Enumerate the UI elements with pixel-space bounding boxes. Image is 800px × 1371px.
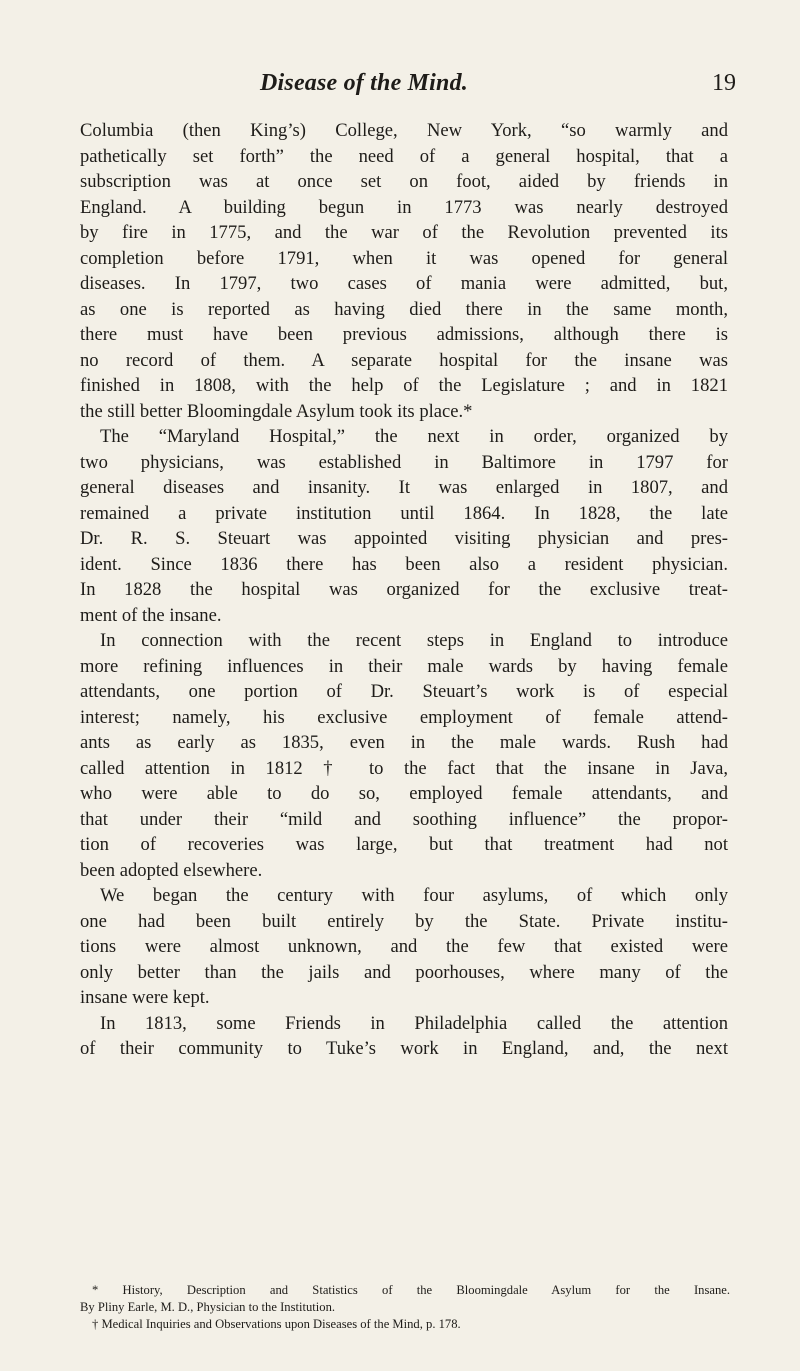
text-line: general diseases and insanity. It was enlarged in 1807, and	[80, 477, 728, 498]
text-line: who were able to do so, employed female attendants, and	[80, 783, 728, 804]
text-line: interest; namely, his exclusive employment of female attend-	[80, 706, 728, 728]
text-line: ants as early as 1835, even in the male wards. Rush had	[80, 732, 728, 753]
text-line: ident. Since 1836 there has been also a resident physician.	[80, 553, 728, 575]
footnote-line: * History, Description and Statistics of the Bloomingdale Asylum for the Insane.	[92, 1283, 730, 1297]
text-line: England. A building begun in 1773 was nearly destroyed	[80, 196, 728, 218]
text-line: The “Maryland Hospital,” the next in order, organized by	[100, 426, 728, 447]
text-line: In 1813, some Friends in Philadelphia called the attention	[100, 1012, 728, 1034]
footnotes	[80, 1282, 730, 1333]
text-line: two physicians, was established in Baltimore in 1797 for	[80, 451, 728, 473]
text-line: there must have been previous admissions, although there is	[80, 324, 728, 345]
text-line: called attention in 1812 † to the fact that the insane in Java,	[80, 757, 728, 779]
text-line: attendants, one portion of Dr. Steuart’s work is of especial	[80, 681, 728, 702]
footnote-line: By Pliny Earle, M. D., Physician to the Institution.	[80, 1300, 336, 1314]
text-line: no record of them. A separate hospital for the insane was	[80, 349, 728, 371]
page-number: 19	[712, 70, 736, 96]
text-line: ment of the insane.	[80, 604, 222, 626]
text-line: Dr. R. S. Steuart was appointed visiting physician and pres-	[80, 528, 728, 549]
body-text	[80, 118, 728, 1062]
text-line: pathetically set forth” the need of a general hospital, that a	[80, 145, 728, 167]
text-line: been adopted elsewhere.	[80, 859, 263, 881]
text-line: diseases. In 1797, two cases of mania were admitted, but,	[80, 273, 728, 294]
running-title: Disease of the Mind.	[260, 70, 468, 96]
text-line: more refining influences in their male wards by having female	[80, 655, 728, 677]
text-line: In 1828 the hospital was organized for the exclusive treat-	[80, 579, 728, 600]
text-line: tion of recoveries was large, but that treatment had not	[80, 834, 728, 855]
page-header	[0, 70, 800, 106]
footnote-line: † Medical Inquiries and Observations upon Diseases of the Mind, p. 178.	[92, 1317, 461, 1331]
text-line: by fire in 1775, and the war of the Revolution prevented its	[80, 222, 728, 243]
text-line: one had been built entirely by the State. Private institu-	[80, 910, 728, 932]
text-line: subscription was at once set on foot, aided by friends in	[80, 171, 728, 192]
text-line: Columbia (then King’s) College, New York, “so warmly and	[80, 120, 728, 141]
text-line: remained a private institution until 1864. In 1828, the late	[80, 502, 728, 524]
text-line: only better than the jails and poorhouses, where many of the	[80, 961, 728, 983]
text-line: tions were almost unknown, and the few that existed were	[80, 936, 728, 957]
text-line: of their community to Tuke’s work in England, and, the next	[80, 1038, 728, 1059]
text-line: finished in 1808, with the help of the Legislature ; and in 1821	[80, 375, 728, 396]
text-line: the still better Bloomingdale Asylum took its place.*	[80, 400, 473, 422]
text-line: In connection with the recent steps in England to introduce	[100, 630, 728, 651]
text-line: completion before 1791, when it was opened for general	[80, 247, 728, 269]
text-line: that under their “mild and soothing influence” the propor-	[80, 808, 728, 830]
text-line: We began the century with four asylums, of which only	[100, 885, 728, 906]
text-line: insane were kept.	[80, 987, 210, 1008]
text-line: as one is reported as having died there in the same month,	[80, 298, 728, 320]
